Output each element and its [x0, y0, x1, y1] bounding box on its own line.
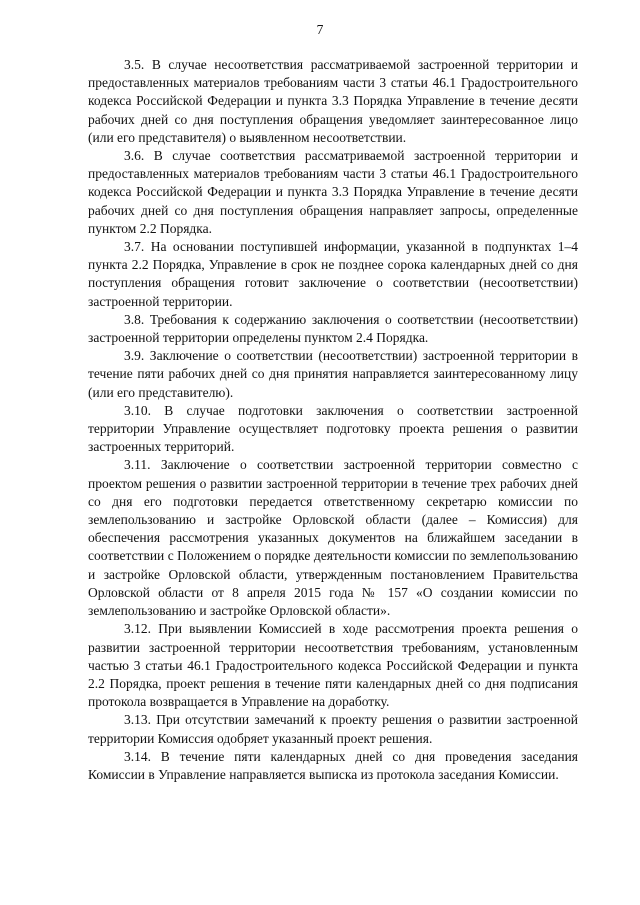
paragraph-3-9: 3.9. Заключение о соответствии (несоответствии) застроенной территории в течение пяти рабочих дней со дня принятия направляется заинтересованному лицу (или его представителю).: [88, 348, 578, 400]
paragraph-3-6: 3.6. В случае соответствия рассматриваемой застроенной территории и предоставленных материалов требованиям части 3 статьи 46.1 Градостроительного кодекса Российской Федерации и пункта 3.3 Порядка Управление в течение десяти рабочих дней со дня поступления обращения направляет запросы, определенные пунктом 2.2 Порядка.: [88, 148, 578, 236]
paragraph-3-11: 3.11. Заключение о соответствии застроенной территории совместно с проектом решения о развитии застроенной территории в течение трех рабочих дней со дня его подготовки передается ответственному секретарю комиссии по землепользованию и застройке Орловской области (далее – Комиссия) для обеспечения рассмотрения указанных документов на ближайшем заседании в соответствии с Положением о порядке деятельности комиссии по землепользованию и застройке Орловской области, утвержденным постановлением Правительства Орловской области от 8 апреля 2015 года № 157 «О создании комиссии по землепользованию и застройке Орловской области».: [88, 457, 578, 619]
paragraph-3-10: 3.10. В случае подготовки заключения о соответствии застроенной территории Управление осуществляет подготовку проекта решения о развитии застроенных территорий.: [88, 402, 578, 455]
paragraph-3-13: 3.13. При отсутствии замечаний к проекту решения о развитии застроенной территории Комиссия одобряет указанный проект решения.: [88, 712, 578, 746]
page-number: 7: [316, 22, 324, 37]
paragraph-3-7: 3.7. На основании поступившей информации, указанной в подпунктах 1–4 пункта 2.2 Порядка, Управление в срок не позднее сорока календарных дней со дня поступления обращения готовит заключение о соответствии (несоответствии) застроенной территории.: [88, 239, 578, 309]
paragraph-3-5: 3.5. В случае несоответствия рассматриваемой застроенной территории и предоставленных материалов требованиям части 3 статьи 46.1 Градостроительного кодекса Российской Федерации и пункта 3.3 Порядка Управление в течение десяти рабочих дней со дня поступления обращения уведомляет заинтересованное лицо (или его представителя) о выявленном несоответствии.: [88, 57, 578, 145]
document-body: [88, 56, 578, 784]
paragraph-3-14: 3.14. В течение пяти календарных дней со дня проведения заседания Комиссии в Управление направляется выписка из протокола заседания Комиссии.: [88, 748, 578, 782]
paragraph-3-12: 3.12. При выявлении Комиссией в ходе рассмотрения проекта решения о развитии застроенной территории несоответствия требованиям, установленным частью 3 статьи 46.1 Градостроительного кодекса Российской Федерации и пункта 2.2 Порядка, проект решения в течение пяти календарных дней со дня подписания протокола возвращается в Управление на доработку.: [88, 621, 578, 710]
paragraph-3-8: 3.8. Требования к содержанию заключения о соответствии (несоответствии) застроенной территории определены пунктом 2.4 Порядка.: [88, 311, 578, 346]
